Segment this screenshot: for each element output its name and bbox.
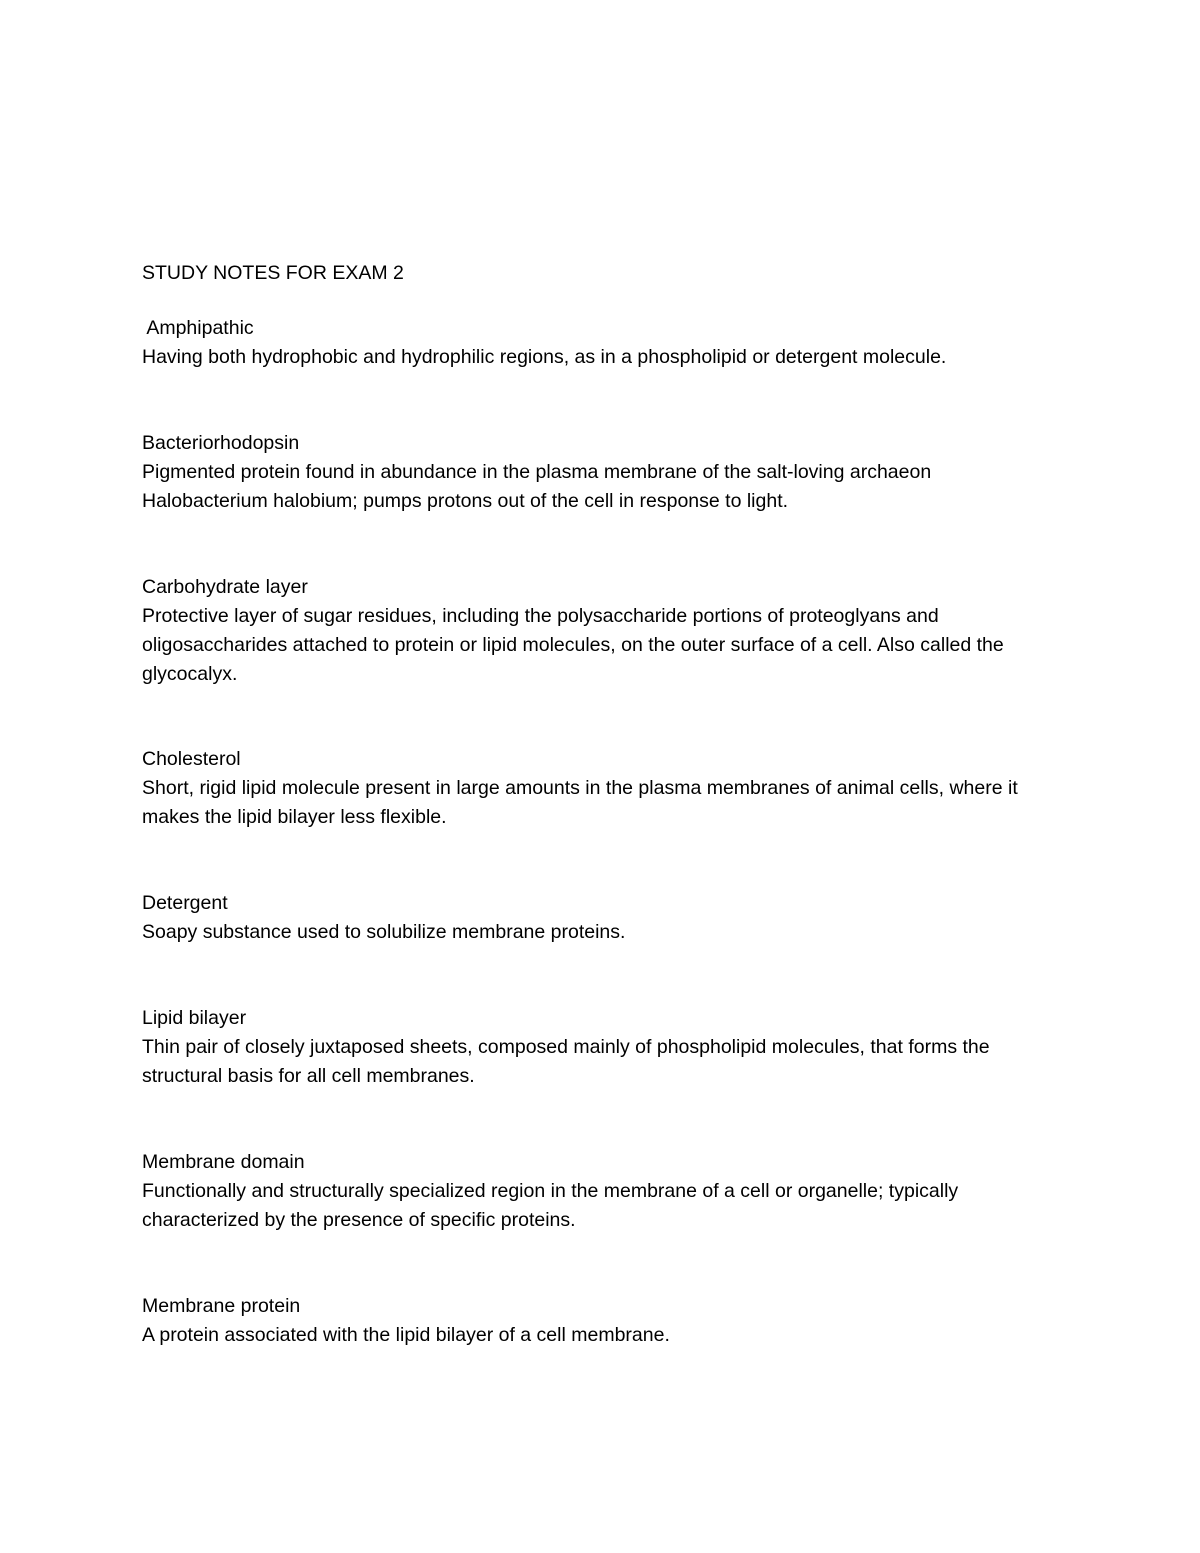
page-title: STUDY NOTES FOR EXAM 2	[142, 262, 404, 284]
entry-definition: A protein associated with the lipid bilayer of a cell membrane.	[142, 1324, 670, 1346]
entry-term: Carbohydrate layer	[142, 576, 308, 598]
entry-term: Amphipathic	[142, 317, 254, 339]
entry-term: Membrane protein	[142, 1295, 301, 1317]
glossary-entry-bacteriorhodopsin	[142, 429, 1062, 516]
entry-definition: Protective layer of sugar residues, including the polysaccharide portions of proteoglyans and oligosaccharides attached to protein or lipid molecules, on the outer surface of a cell. Also called the glycocalyx.	[142, 605, 1004, 685]
entry-definition: Soapy substance used to solubilize membrane proteins.	[142, 921, 626, 943]
entry-term: Cholesterol	[142, 748, 241, 770]
entry-term: Membrane domain	[142, 1151, 305, 1173]
entry-term: Bacteriorhodopsin	[142, 432, 300, 454]
entry-definition: Having both hydrophobic and hydrophilic regions, as in a phospholipid or detergent molecule.	[142, 346, 947, 368]
entry-term: Lipid bilayer	[142, 1007, 247, 1029]
glossary-entry-membrane-domain	[142, 1148, 1062, 1235]
glossary-entry-carbohydrate-layer	[142, 573, 1062, 689]
glossary-entry-amphipathic	[142, 314, 1062, 372]
entry-definition: Short, rigid lipid molecule present in large amounts in the plasma membranes of animal cells, where it makes the lipid bilayer less flexible.	[142, 777, 1018, 828]
glossary-entry-detergent	[142, 889, 1062, 947]
glossary-entry-lipid-bilayer	[142, 1004, 1062, 1091]
glossary-entry-membrane-protein	[142, 1292, 1062, 1350]
glossary-entry-cholesterol	[142, 745, 1062, 832]
entry-definition: Thin pair of closely juxtaposed sheets, composed mainly of phospholipid molecules, that forms the structural basis for all cell membranes.	[142, 1036, 990, 1087]
entry-definition: Functionally and structurally specialized region in the membrane of a cell or organelle; typically characterized by the presence of specific proteins.	[142, 1180, 959, 1231]
entry-term: Detergent	[142, 892, 228, 914]
entry-definition: Pigmented protein found in abundance in the plasma membrane of the salt-loving archaeon Halobacterium halobium; pumps protons out of the cell in response to light.	[142, 461, 932, 512]
